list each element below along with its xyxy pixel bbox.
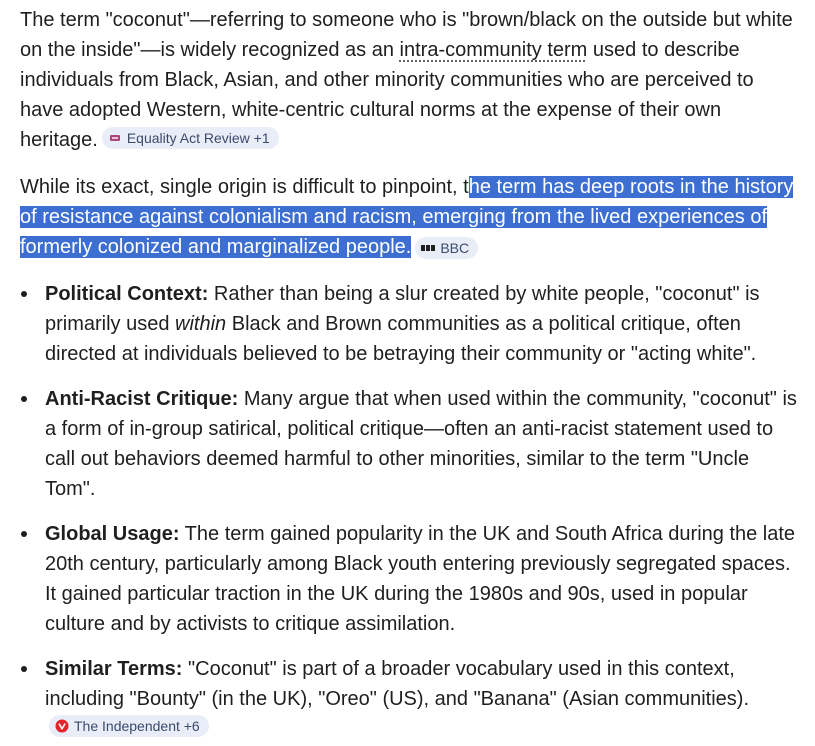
the-independent-icon	[55, 719, 69, 733]
chip-label: Equality Act Review +1	[126, 130, 270, 146]
paragraph-text: While its exact, single origin is difficult to pinpoint, t	[20, 176, 469, 198]
source-chip-equality-act-review[interactable]	[102, 127, 279, 149]
bullet-point	[21, 666, 27, 672]
list-item	[20, 384, 801, 504]
bullet-point	[21, 531, 27, 537]
bullet-point	[21, 291, 27, 297]
paragraph-text: used to describe individuals from Black, Asian, and other minority communities who are perceived to have adopted Western, white-centric cultural norms at the expense of their own heritage.	[20, 39, 754, 151]
chip-label: BBC	[440, 240, 470, 256]
list-item-term: Anti-Racist Critique:	[45, 388, 239, 410]
list-item-text: The term gained popularity in the UK and South Africa during the late 20th century, particularly among Black youth entering previously segregated spaces. It gained particular traction in the UK during the 1980s and 90s, used in popular culture and by activists to critique assimilation.	[45, 523, 796, 635]
list-item-text: Many argue that when used within the community, "coconut" is a form of in-group satirical, political critique—often an anti-racist statement used to call out behaviors deemed harmful to other minorities, similar to the term "Uncle Tom".	[45, 388, 797, 500]
chip-label: The Independent +6	[74, 718, 200, 734]
list-item-term: Political Context:	[45, 283, 209, 305]
list-item	[20, 279, 801, 369]
bullet-point	[21, 396, 27, 402]
list-item-term: Similar Terms:	[45, 658, 183, 680]
list-item-emphasis: within	[175, 313, 227, 335]
list-item-text: "Coconut" is part of a broader vocabulary used in this context, including "Bounty" (in the UK), "Oreo" (US), and "Banana" (Asian communities).	[45, 658, 750, 710]
bullet-list	[20, 279, 801, 744]
list-item-text: Rather than being a slur created by white people, "coconut" is primarily used	[45, 283, 760, 335]
bbc-icon	[421, 241, 435, 255]
source-chip-bbc[interactable]	[415, 237, 478, 259]
selected-text-highlight[interactable]: he term has deep roots in the history of resistance against colonialism and racism, emerging from the lived experiences of formerly colonized and marginalized people.	[20, 176, 794, 258]
source-chip-the-independent[interactable]	[49, 715, 209, 737]
list-item-text: Black and Brown communities as a political critique, often directed at individuals believed to be betraying their community or "acting white".	[45, 313, 757, 365]
paragraph-definition	[20, 5, 801, 155]
paragraph-origin	[20, 172, 801, 262]
list-item-term: Global Usage:	[45, 523, 180, 545]
paragraph-text: The term "coconut"—referring to someone who is "brown/black on the outside but white on the inside"—is widely recognized as an	[20, 9, 793, 61]
intra-community-term-link[interactable]: intra-community term	[399, 39, 588, 61]
list-item	[20, 519, 801, 639]
equality-act-review-icon	[108, 131, 122, 145]
list-item	[20, 654, 801, 744]
